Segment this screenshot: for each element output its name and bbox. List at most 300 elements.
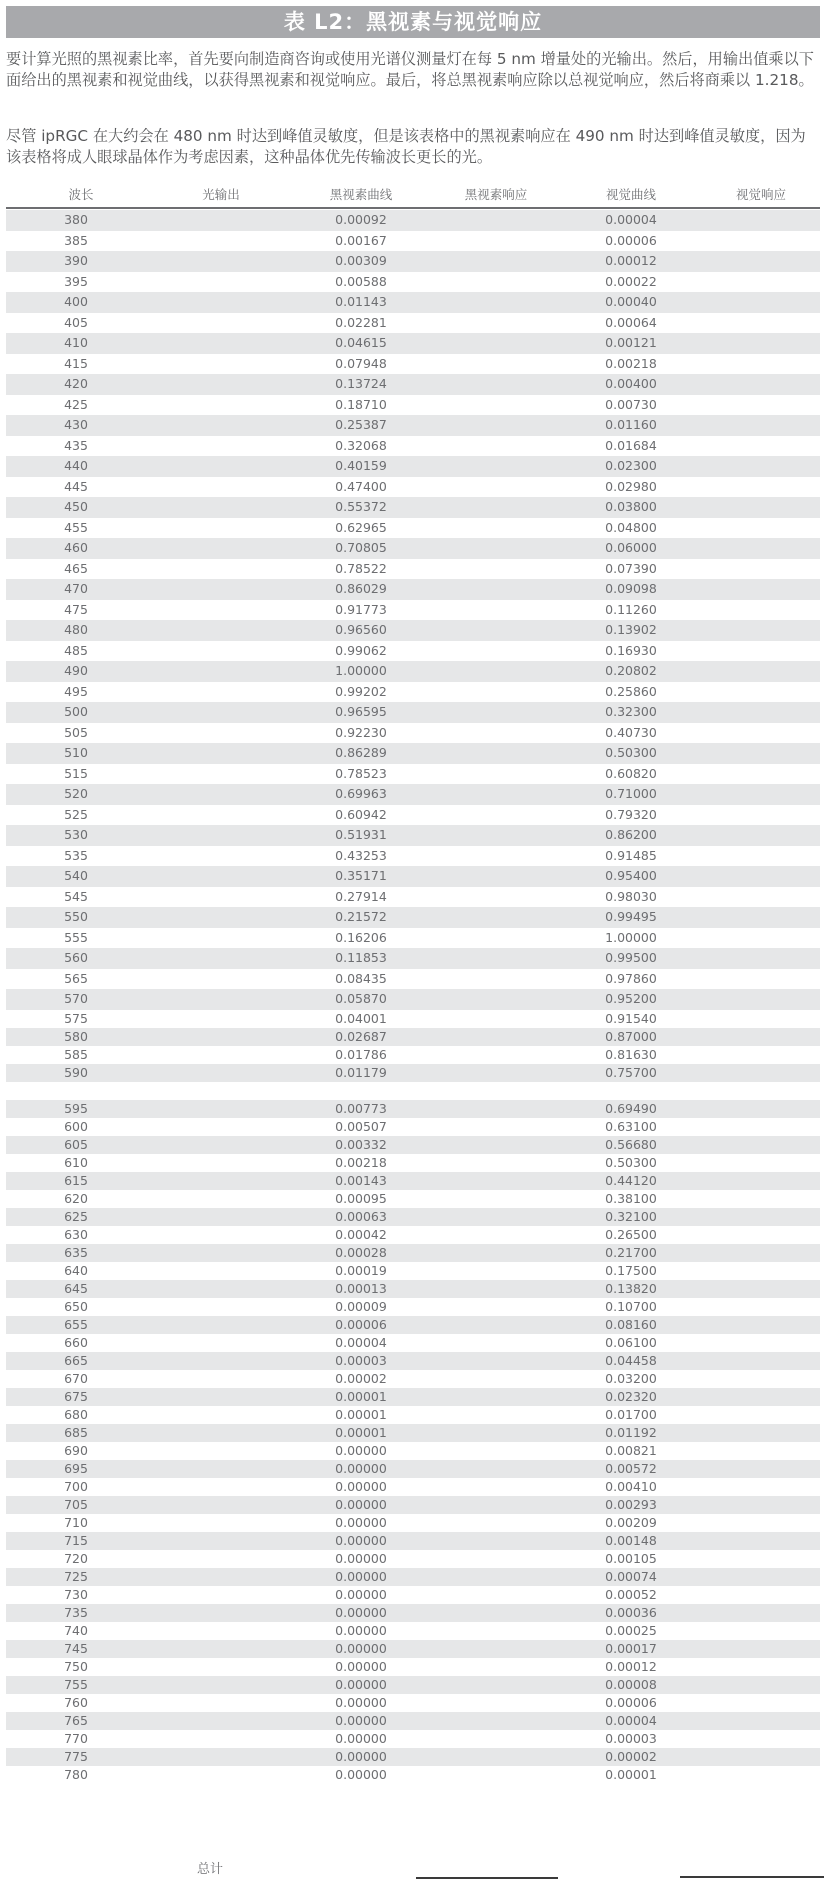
table-row [6, 1478, 820, 1496]
total-label: 总计 [197, 1862, 224, 1877]
note-paragraph: 尽管 ipRGC 在大约会在 480 nm 时达到峰值灵敏度，但是该表格中的黑视素响应在 490 nm 时达到峰值灵敏度，因为该表格将成人眼球晶体作为考虑因素，这种晶体优先传输波长更长的光。 [6, 127, 806, 166]
visual-curve-cell: 0.01684 [605, 437, 657, 453]
wavelength-cell: 585 [64, 1046, 88, 1062]
wavelength-cell: 555 [64, 929, 88, 945]
table-row [6, 374, 820, 395]
melanopic-curve-cell: 0.00588 [335, 273, 387, 289]
melanopic-curve-cell: 0.05870 [335, 991, 387, 1006]
visual-curve-cell: 0.00052 [605, 1586, 657, 1602]
melanopic-total-field[interactable] [416, 1877, 558, 1879]
melanopic-curve-cell: 0.00000 [335, 1730, 387, 1746]
wavelength-cell: 775 [64, 1748, 88, 1764]
wavelength-cell: 580 [64, 1028, 88, 1044]
wavelength-cell: 730 [64, 1586, 88, 1602]
melanopic-curve-cell: 0.11853 [335, 950, 387, 965]
table-row [6, 1604, 820, 1622]
melanopic-curve-cell: 0.00063 [335, 1208, 387, 1224]
wavelength-cell: 610 [64, 1154, 88, 1170]
visual-curve-cell: 0.00006 [605, 232, 657, 248]
melanopic-curve-cell: 0.00000 [335, 1514, 387, 1530]
wavelength-cell: 655 [64, 1316, 88, 1332]
melanopic-curve-cell: 0.00000 [335, 1694, 387, 1710]
melanopic-curve-cell: 0.00218 [335, 1154, 387, 1170]
visual-curve-cell: 0.00572 [605, 1460, 657, 1476]
melanopic-curve-cell: 0.00000 [335, 1622, 387, 1638]
wavelength-cell: 645 [64, 1280, 88, 1296]
visual-total-field[interactable] [680, 1876, 824, 1878]
visual-curve-cell: 0.00004 [605, 212, 657, 227]
wavelength-cell: 525 [64, 806, 88, 822]
wavelength-cell: 690 [64, 1442, 88, 1458]
melanopic-curve-cell: 0.00042 [335, 1226, 387, 1242]
melanopic-curve-cell: 0.00028 [335, 1244, 387, 1260]
table-row [6, 1748, 820, 1766]
table-row [6, 1244, 820, 1262]
table-row [6, 846, 820, 867]
table-row [6, 1766, 820, 1784]
visual-curve-cell: 0.38100 [605, 1190, 657, 1206]
wavelength-cell: 470 [64, 581, 88, 596]
wavelength-cell: 380 [64, 212, 88, 227]
table-row [6, 251, 820, 272]
table-row [6, 682, 820, 703]
visual-curve-cell: 0.07390 [605, 560, 657, 576]
wavelength-cell: 460 [64, 540, 88, 555]
table-row [6, 1550, 820, 1568]
instruction-paragraph: 要计算光照的黑视素比率，首先要向制造商咨询或使用光谱仪测量灯在每 5 nm 增量处的光输出。然后，用输出值乘以下面给出的黑视素和视觉曲线，以获得黑视素和视觉响应。最后，将总黑视素响应除以总视觉响应，然后将商乘以 1.218。 [6, 50, 814, 89]
visual-curve-cell: 0.17500 [605, 1262, 657, 1278]
table-row [6, 456, 820, 477]
header-visual-response: 视觉响应 [735, 187, 786, 202]
wavelength-cell: 400 [64, 294, 88, 309]
table-row [6, 1298, 820, 1316]
table-row [6, 272, 820, 293]
header-rule [6, 207, 820, 209]
header-wavelength: 波长 [68, 187, 94, 202]
table-row [6, 805, 820, 826]
visual-curve-cell: 0.06000 [605, 540, 657, 555]
visual-curve-cell: 0.00008 [605, 1676, 657, 1692]
melanopic-curve-cell: 0.00000 [335, 1604, 387, 1620]
wavelength-cell: 505 [64, 724, 88, 740]
wavelength-cell: 440 [64, 458, 88, 473]
visual-curve-cell: 0.00025 [605, 1622, 657, 1638]
visual-curve-cell: 0.44120 [605, 1172, 657, 1188]
visual-curve-cell: 0.13820 [605, 1280, 657, 1296]
melanopic-curve-cell: 0.00000 [335, 1532, 387, 1548]
wavelength-cell: 755 [64, 1676, 88, 1692]
visual-curve-cell: 0.32100 [605, 1208, 657, 1224]
wavelength-cell: 615 [64, 1172, 88, 1188]
wavelength-cell: 680 [64, 1406, 88, 1422]
wavelength-cell: 435 [64, 437, 88, 453]
melanopic-curve-cell: 0.01786 [335, 1046, 387, 1062]
visual-curve-cell: 0.25860 [605, 683, 657, 699]
melanopic-curve-cell: 0.00000 [335, 1478, 387, 1494]
table-row [6, 579, 820, 600]
melanopic-curve-cell: 0.92230 [335, 724, 387, 740]
visual-curve-cell: 0.00012 [605, 1658, 657, 1674]
table-title: 表 L2：黑视素与视觉响应 [6, 6, 820, 38]
visual-curve-cell: 0.21700 [605, 1244, 657, 1260]
table-row [6, 928, 820, 949]
melanopic-curve-cell: 0.96560 [335, 622, 387, 637]
table-row [6, 969, 820, 990]
wavelength-cell: 660 [64, 1334, 88, 1350]
wavelength-cell: 575 [64, 1010, 88, 1026]
wavelength-cell: 600 [64, 1118, 88, 1134]
table-row [6, 1136, 820, 1154]
table-row [6, 1154, 820, 1172]
visual-curve-cell: 0.91485 [605, 847, 657, 863]
header-visual-curve: 视觉曲线 [605, 187, 656, 202]
melanopic-curve-cell: 0.00003 [335, 1352, 387, 1368]
table-row [6, 620, 820, 641]
melanopic-curve-cell: 0.69963 [335, 786, 387, 801]
visual-curve-cell: 0.00410 [605, 1478, 657, 1494]
visual-curve-cell: 1.00000 [605, 929, 657, 945]
table-row [6, 702, 820, 723]
wavelength-cell: 750 [64, 1658, 88, 1674]
melanopic-curve-cell: 0.91773 [335, 601, 387, 617]
table-row [6, 1730, 820, 1748]
table-row [6, 600, 820, 621]
visual-curve-cell: 0.00004 [605, 1712, 657, 1728]
table-row [6, 1532, 820, 1550]
melanopic-curve-cell: 0.32068 [335, 437, 387, 453]
wavelength-cell: 780 [64, 1766, 88, 1782]
melanopic-curve-cell: 0.04001 [335, 1010, 387, 1026]
visual-curve-cell: 0.32300 [605, 704, 657, 719]
visual-curve-cell: 0.06100 [605, 1334, 657, 1350]
table-row [6, 354, 820, 375]
melanopic-curve-cell: 0.70805 [335, 540, 387, 555]
header-melanopic-response: 黑视素响应 [464, 187, 528, 202]
visual-curve-cell: 0.00001 [605, 1766, 657, 1782]
table-row [6, 1568, 820, 1586]
table-row [6, 723, 820, 744]
wavelength-cell: 650 [64, 1298, 88, 1314]
wavelength-cell: 565 [64, 970, 88, 986]
visual-curve-cell: 0.00074 [605, 1568, 657, 1584]
wavelength-cell: 760 [64, 1694, 88, 1710]
wavelength-cell: 450 [64, 499, 88, 514]
visual-curve-cell: 0.00003 [605, 1730, 657, 1746]
visual-curve-cell: 0.00022 [605, 273, 657, 289]
wavelength-cell: 500 [64, 704, 88, 719]
table-row [6, 292, 820, 313]
table-row [6, 1010, 820, 1028]
visual-curve-cell: 0.69490 [605, 1100, 657, 1116]
melanopic-curve-cell: 0.00006 [335, 1316, 387, 1332]
melanopic-curve-cell: 0.00000 [335, 1496, 387, 1512]
table-row [6, 1352, 820, 1370]
table-row [6, 313, 820, 334]
visual-curve-cell: 0.02320 [605, 1388, 657, 1404]
melanopic-curve-cell: 0.86029 [335, 581, 387, 596]
table-row [6, 1496, 820, 1514]
melanopic-curve-cell: 0.55372 [335, 499, 387, 514]
visual-curve-cell: 0.03800 [605, 499, 657, 514]
visual-curve-cell: 0.79320 [605, 806, 657, 822]
wavelength-cell: 725 [64, 1568, 88, 1584]
melanopic-curve-cell: 0.99202 [335, 683, 387, 699]
visual-curve-cell: 0.91540 [605, 1010, 657, 1026]
table-row [6, 1118, 820, 1136]
table-row [6, 231, 820, 252]
melanopic-curve-cell: 0.00000 [335, 1550, 387, 1566]
visual-curve-cell: 0.08160 [605, 1316, 657, 1332]
melanopic-curve-cell: 0.00143 [335, 1172, 387, 1188]
melanopic-curve-cell: 0.60942 [335, 806, 387, 822]
melanopic-curve-cell: 0.00000 [335, 1748, 387, 1764]
visual-curve-cell: 0.71000 [605, 786, 657, 801]
wavelength-cell: 520 [64, 786, 88, 801]
table-row [6, 1586, 820, 1604]
visual-curve-cell: 0.00012 [605, 253, 657, 268]
melanopic-curve-cell: 0.00507 [335, 1118, 387, 1134]
wavelength-cell: 390 [64, 253, 88, 268]
visual-curve-cell: 0.86200 [605, 827, 657, 842]
wavelength-cell: 535 [64, 847, 88, 863]
visual-curve-cell: 0.95400 [605, 868, 657, 883]
melanopic-curve-cell: 0.00095 [335, 1190, 387, 1206]
melanopic-curve-cell: 0.51931 [335, 827, 387, 842]
visual-curve-cell: 0.81630 [605, 1046, 657, 1062]
visual-curve-cell: 0.60820 [605, 765, 657, 781]
melanopic-curve-cell: 0.00773 [335, 1100, 387, 1116]
visual-curve-cell: 0.98030 [605, 888, 657, 904]
table-row [6, 1622, 820, 1640]
wavelength-cell: 530 [64, 827, 88, 842]
melanopic-curve-cell: 0.78522 [335, 560, 387, 576]
visual-curve-cell: 0.75700 [605, 1064, 657, 1080]
wavelength-cell: 540 [64, 868, 88, 883]
visual-curve-cell: 0.13902 [605, 622, 657, 637]
visual-curve-cell: 0.00400 [605, 376, 657, 391]
wavelength-cell: 740 [64, 1622, 88, 1638]
table-row [6, 1064, 820, 1082]
table-row [6, 661, 820, 682]
visual-curve-cell: 0.00017 [605, 1640, 657, 1656]
melanopic-curve-cell: 0.00001 [335, 1406, 387, 1422]
wavelength-cell: 385 [64, 232, 88, 248]
melanopic-curve-cell: 0.00000 [335, 1658, 387, 1674]
wavelength-cell: 675 [64, 1388, 88, 1404]
visual-curve-cell: 0.56680 [605, 1136, 657, 1152]
wavelength-cell: 700 [64, 1478, 88, 1494]
table-row [6, 1226, 820, 1244]
visual-curve-cell: 0.03200 [605, 1370, 657, 1386]
melanopic-curve-cell: 0.13724 [335, 376, 387, 391]
melanopic-curve-cell: 0.00000 [335, 1766, 387, 1782]
visual-curve-cell: 0.09098 [605, 581, 657, 596]
melanopic-curve-cell: 0.00019 [335, 1262, 387, 1278]
wavelength-cell: 395 [64, 273, 88, 289]
visual-curve-cell: 0.16930 [605, 642, 657, 658]
melanopic-curve-cell: 0.02687 [335, 1028, 387, 1044]
wavelength-cell: 770 [64, 1730, 88, 1746]
visual-curve-cell: 0.10700 [605, 1298, 657, 1314]
wavelength-cell: 630 [64, 1226, 88, 1242]
melanopic-curve-cell: 0.08435 [335, 970, 387, 986]
visual-curve-cell: 0.87000 [605, 1028, 657, 1044]
melanopic-curve-cell: 0.04615 [335, 335, 387, 350]
visual-curve-cell: 0.00209 [605, 1514, 657, 1530]
visual-curve-cell: 0.63100 [605, 1118, 657, 1134]
melanopic-curve-cell: 0.43253 [335, 847, 387, 863]
melanopic-curve-cell: 0.00000 [335, 1640, 387, 1656]
visual-curve-cell: 0.02300 [605, 458, 657, 473]
wavelength-cell: 560 [64, 950, 88, 965]
melanopic-curve-cell: 0.00002 [335, 1370, 387, 1386]
wavelength-cell: 625 [64, 1208, 88, 1224]
wavelength-cell: 550 [64, 909, 88, 924]
table-row [6, 825, 820, 846]
wavelength-cell: 490 [64, 663, 88, 678]
wavelength-cell: 430 [64, 417, 88, 432]
melanopic-curve-cell: 0.18710 [335, 396, 387, 412]
wavelength-cell: 705 [64, 1496, 88, 1512]
melanopic-curve-cell: 0.00000 [335, 1712, 387, 1728]
visual-curve-cell: 0.95200 [605, 991, 657, 1006]
melanopic-curve-cell: 0.99062 [335, 642, 387, 658]
wavelength-cell: 720 [64, 1550, 88, 1566]
visual-curve-cell: 0.04458 [605, 1352, 657, 1368]
table-row [6, 1712, 820, 1730]
melanopic-curve-cell: 0.07948 [335, 355, 387, 371]
table-row [6, 538, 820, 559]
melanopic-curve-cell: 0.00167 [335, 232, 387, 248]
table-row [6, 866, 820, 887]
visual-curve-cell: 0.01160 [605, 417, 657, 432]
wavelength-cell: 455 [64, 519, 88, 535]
table-row [6, 436, 820, 457]
wavelength-cell: 745 [64, 1640, 88, 1656]
table-row [6, 1316, 820, 1334]
wavelength-cell: 425 [64, 396, 88, 412]
melanopic-curve-cell: 0.01179 [335, 1064, 387, 1080]
melanopic-curve-cell: 0.00009 [335, 1298, 387, 1314]
table-row [6, 1172, 820, 1190]
visual-curve-cell: 0.11260 [605, 601, 657, 617]
melanopic-curve-cell: 0.25387 [335, 417, 387, 432]
table-row [6, 1334, 820, 1352]
wavelength-cell: 665 [64, 1352, 88, 1368]
visual-curve-cell: 0.00821 [605, 1442, 657, 1458]
table-row [6, 948, 820, 969]
melanopic-curve-cell: 0.00000 [335, 1442, 387, 1458]
table-row [6, 907, 820, 928]
wavelength-cell: 480 [64, 622, 88, 637]
melanopic-curve-cell: 0.78523 [335, 765, 387, 781]
melanopic-curve-cell: 0.00309 [335, 253, 387, 268]
table-row [6, 1406, 820, 1424]
wavelength-cell: 605 [64, 1136, 88, 1152]
melanopic-curve-cell: 0.00000 [335, 1586, 387, 1602]
visual-curve-cell: 0.00040 [605, 294, 657, 309]
melanopic-curve-cell: 0.00332 [335, 1136, 387, 1152]
table-row [6, 415, 820, 436]
visual-curve-cell: 0.99500 [605, 950, 657, 965]
table-row [6, 1028, 820, 1046]
melanopic-curve-cell: 0.86289 [335, 745, 387, 760]
wavelength-cell: 695 [64, 1460, 88, 1476]
wavelength-cell: 640 [64, 1262, 88, 1278]
visual-curve-cell: 0.00293 [605, 1496, 657, 1512]
melanopic-curve-cell: 0.00000 [335, 1676, 387, 1692]
table-row [6, 1262, 820, 1280]
visual-curve-cell: 0.00105 [605, 1550, 657, 1566]
table-row [6, 1442, 820, 1460]
visual-curve-cell: 0.00006 [605, 1694, 657, 1710]
header-light-output: 光输出 [202, 187, 240, 202]
visual-curve-cell: 0.02980 [605, 478, 657, 494]
table-header [6, 185, 820, 205]
visual-curve-cell: 0.00036 [605, 1604, 657, 1620]
wavelength-cell: 570 [64, 991, 88, 1006]
melanopic-curve-cell: 0.01143 [335, 294, 387, 309]
wavelength-cell: 710 [64, 1514, 88, 1530]
visual-curve-cell: 0.97860 [605, 970, 657, 986]
table-row [6, 1046, 820, 1064]
wavelength-cell: 765 [64, 1712, 88, 1728]
table-row [6, 764, 820, 785]
table-row [6, 497, 820, 518]
table-row [6, 887, 820, 908]
wavelength-cell: 415 [64, 355, 88, 371]
wavelength-cell: 590 [64, 1064, 88, 1080]
table-row [6, 1460, 820, 1478]
visual-curve-cell: 0.01700 [605, 1406, 657, 1422]
visual-curve-cell: 0.00121 [605, 335, 657, 350]
melanopic-curve-cell: 0.00001 [335, 1388, 387, 1404]
table-row [6, 1370, 820, 1388]
wavelength-cell: 685 [64, 1424, 88, 1440]
visual-curve-cell: 0.01192 [605, 1424, 657, 1440]
wavelength-cell: 620 [64, 1190, 88, 1206]
visual-curve-cell: 0.40730 [605, 724, 657, 740]
table-row [6, 1514, 820, 1532]
visual-curve-cell: 0.00002 [605, 1748, 657, 1764]
melanopic-curve-cell: 0.00004 [335, 1334, 387, 1350]
table-row [6, 1694, 820, 1712]
visual-curve-cell: 0.20802 [605, 663, 657, 678]
wavelength-cell: 545 [64, 888, 88, 904]
table-row [6, 1100, 820, 1118]
wavelength-cell: 420 [64, 376, 88, 391]
header-melanopic-curve: 黑视素曲线 [329, 187, 393, 202]
melanopic-curve-cell: 0.00092 [335, 212, 387, 227]
table-row [6, 395, 820, 416]
table-row [6, 1640, 820, 1658]
wavelength-cell: 485 [64, 642, 88, 658]
table-row [6, 1658, 820, 1676]
wavelength-cell: 595 [64, 1100, 88, 1116]
table-row [6, 1676, 820, 1694]
melanopic-curve-cell: 0.00000 [335, 1568, 387, 1584]
melanopic-curve-cell: 0.21572 [335, 909, 387, 924]
melanopic-curve-cell: 0.62965 [335, 519, 387, 535]
table-row [6, 1424, 820, 1442]
wavelength-cell: 405 [64, 314, 88, 330]
visual-curve-cell: 0.50300 [605, 745, 657, 760]
melanopic-curve-cell: 0.47400 [335, 478, 387, 494]
visual-curve-cell: 0.50300 [605, 1154, 657, 1170]
visual-curve-cell: 0.26500 [605, 1226, 657, 1242]
table-row [6, 518, 820, 539]
melanopic-curve-cell: 0.00001 [335, 1424, 387, 1440]
